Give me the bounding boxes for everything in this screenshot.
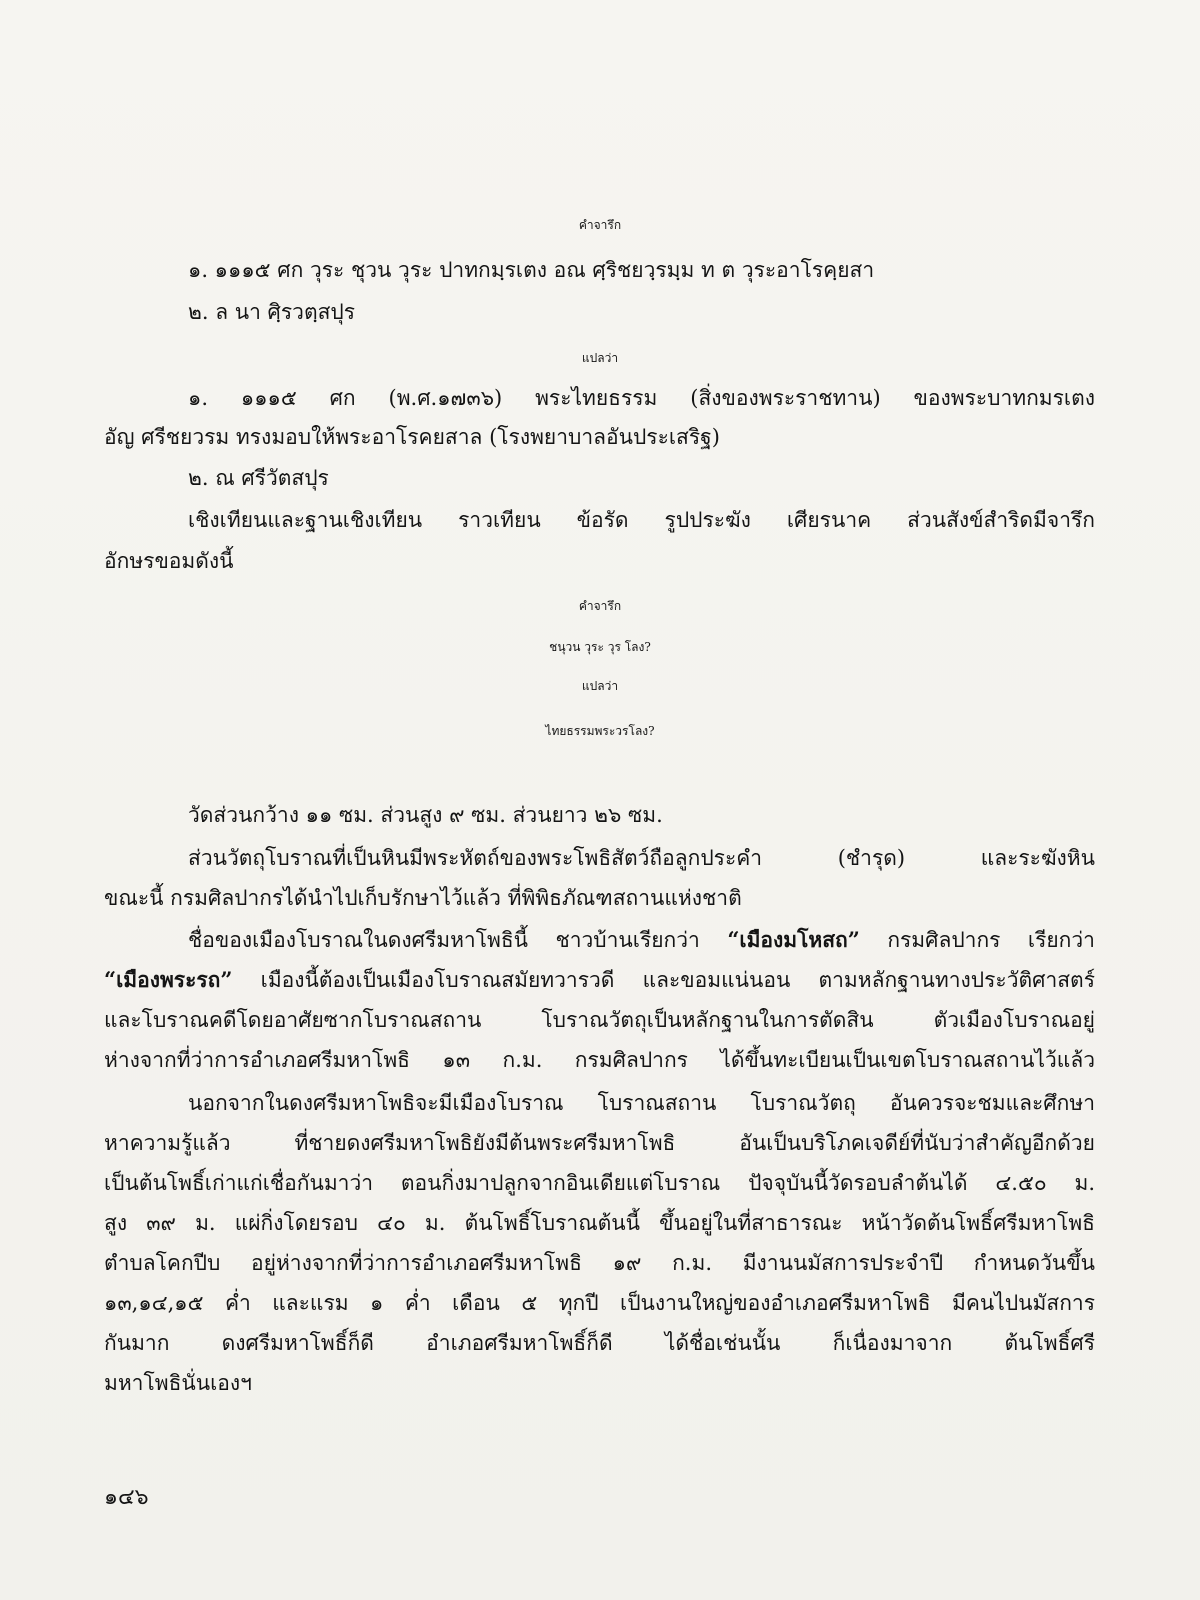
paragraph3-line-6: ๑๓,๑๔,๑๕ ค่ำ และแรม ๑ ค่ำ เดือน ๕ ทุกปี เป็นงานใหญ่ของอำเภอศรีมหาโพธิ มีคนไปนมัสการ [104,1291,1095,1315]
name-mueang-phra-rot: “เมืองพระรถ” [104,967,233,992]
paragraph2-text-a: ชื่อของเมืองโบราณในดงศรีมหาโพธินี้ ชาวบ้านเรียกว่า [188,928,700,952]
inscription2-translation-heading: แปลว่า [581,679,619,693]
measurement-line: วัดส่วนกว้าง ๑๑ ซม. ส่วนสูง ๙ ซม. ส่วนยาว ๒๖ ซม. [188,803,663,827]
paragraph2-line-1 [188,925,1095,955]
paragraph3-line-2: หาความรู้แล้ว ที่ชายดงศรีมหาโพธิยังมีต้นพระศรีมหาโพธิ อันเป็นบริโภคเจดีย์ที่นับว่าสำคัญอีกด้วย [104,1131,1095,1155]
name-mueang-mahosot: “เมืองมโหสถ” [727,927,860,952]
inscription-line-2: ๒. ล นา ศฺิรวตฺสปุร [188,300,356,324]
inscription2-text: ชนุวน วุระ วุร โลง? [549,640,651,654]
translation-line-1: ๑. ๑๑๑๕ ศก (พ.ศ.๑๗๓๖) พระไทยธรรม (สิ่งของพระราชทาน) ของพระบาทกมรเตง [188,386,1095,410]
paragraph3-line-7: กันมาก ดงศรีมหาโพธิ์ก็ดี อำเภอศรีมหาโพธิ์ก็ดี ได้ชื่อเช่นนั้น ก็เนื่องมาจาก ต้นโพธิ์ศรี [104,1331,1095,1355]
inscription2-translation: ไทยธรรมพระวรโลง? [545,724,655,738]
paragraph2-line-3: และโบราณคดีโดยอาศัยซากโบราณสถาน โบราณวัตถุเป็นหลักฐานในการตัดสิน ตัวเมืองโบราณอยู่ [104,1008,1095,1032]
paragraph2-line-4: ห่างจากที่ว่าการอำเภอศรีมหาโพธิ ๑๓ ก.ม. กรมศิลปากร ได้ขึ้นทะเบียนเป็นเขตโบราณสถานไว้แล้ว [104,1048,1095,1072]
paragraph1-line-2: ขณะนี้ กรมศิลปากรได้นำไปเก็บรักษาไว้แล้ว ที่พิพิธภัณฑสถานแห่งชาติ [104,886,742,910]
paragraph2-text-c: เมืองนี้ต้องเป็นเมืองโบราณสมัยทวารวดี และขอมแน่นอน ตามหลักฐานทางประวัติศาสตร์ [260,968,1095,992]
paragraph3-line-1: นอกจากในดงศรีมหาโพธิจะมีเมืองโบราณ โบราณสถาน โบราณวัตถุ อันควรจะชมและศึกษา [188,1091,1095,1115]
inscription-line-1: ๑. ๑๑๑๕ ศก วุระ ชุวน วุระ ปาทกมฺรเตง อณ ศฺริชยวฺรมฺม ท ต วุระอาโรคฺยสา [188,258,875,282]
paragraph3-line-3: เป็นต้นโพธิ์เก่าแก่เชื่อกันมาว่า ตอนกิ่งมาปลูกจากอินเดียแต่โบราณ ปัจจุบันนี้วัดรอบลำต้นได้ ๔.๕๐ ม. [104,1171,1095,1195]
artifacts-line-1: เชิงเทียนและฐานเชิงเทียน ราวเทียน ข้อรัด รูปประฆัง เศียรนาค ส่วนสังข์สำริดมีจารึก [188,508,1095,532]
paragraph3-line-5: ตำบลโคกปีบ อยู่ห่างจากที่ว่าการอำเภอศรีมหาโพธิ ๑๙ ก.ม. มีงานนมัสการประจำปี กำหนดวันขึ้น [104,1251,1095,1275]
paragraph1-line-1: ส่วนวัตถุโบราณที่เป็นหินมีพระหัตถ์ของพระโพธิสัตว์ถือลูกประคำ (ชำรุด) และระฆังหิน [188,846,1095,870]
paragraph3-line-4: สูง ๓๙ ม. แผ่กิ่งโดยรอบ ๔๐ ม. ต้นโพธิ์โบราณต้นนี้ ขึ้นอยู่ในที่สาธารณะ หน้าวัดต้นโพธิ์ศรีมหาโพธิ [104,1211,1095,1235]
artifacts-line-2: อักษรขอมดังนี้ [104,549,234,573]
paragraph3-line-8: มหาโพธินั่นเองฯ [104,1371,252,1395]
paragraph2-line-2 [104,965,1095,995]
inscription2-heading: คำจารึก [578,599,622,613]
translation-line-2: อัญ ศรีชยวรม ทรงมอบให้พระอาโรคยสาล (โรงพยาบาลอันประเสริฐ) [104,425,720,449]
page-number: ๑๔๖ [104,1485,149,1510]
translation-heading: แปลว่า [581,351,619,365]
paragraph2-text-b: กรมศิลปากร เรียกว่า [887,928,1095,952]
translation-line-3: ๒. ณ ศรีวัตสปุร [188,466,329,490]
inscription-heading: คำจารึก [578,218,622,232]
